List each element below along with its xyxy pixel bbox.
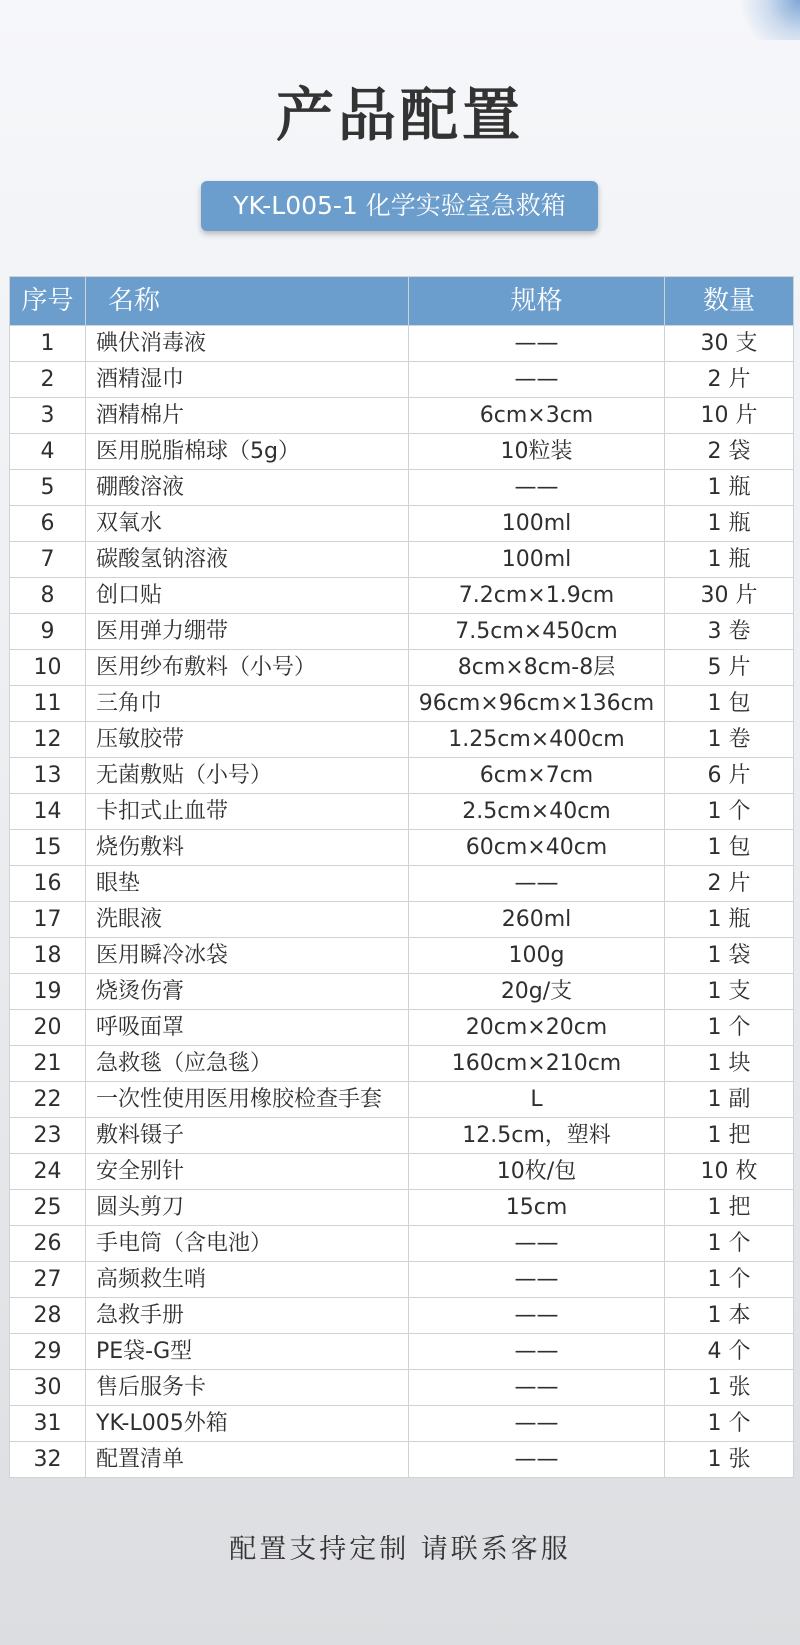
cell-no: 3 <box>10 398 86 434</box>
cell-spec: 15cm <box>409 1190 665 1226</box>
cell-spec: 6cm×3cm <box>409 398 665 434</box>
cell-no: 12 <box>10 722 86 758</box>
cell-qty: 1 瓶 <box>665 542 794 578</box>
cell-no: 19 <box>10 974 86 1010</box>
table-row <box>10 326 794 362</box>
cell-spec: —— <box>409 1334 665 1370</box>
cell-spec: 96cm×96cm×136cm <box>409 686 665 722</box>
cell-qty: 1 块 <box>665 1046 794 1082</box>
cell-no: 6 <box>10 506 86 542</box>
cell-qty: 2 袋 <box>665 434 794 470</box>
cell-qty: 30 支 <box>665 326 794 362</box>
cell-name: 圆头剪刀 <box>86 1190 409 1226</box>
cell-name: PE袋-G型 <box>86 1334 409 1370</box>
table-row <box>10 686 794 722</box>
cell-name: 眼垫 <box>86 866 409 902</box>
cell-spec: 10枚/包 <box>409 1154 665 1190</box>
cell-name: 高频救生哨 <box>86 1262 409 1298</box>
header-name: 名称 <box>86 277 409 326</box>
header-no: 序号 <box>10 277 86 326</box>
cell-no: 11 <box>10 686 86 722</box>
cell-no: 22 <box>10 1082 86 1118</box>
cell-no: 29 <box>10 1334 86 1370</box>
cell-spec: —— <box>409 362 665 398</box>
cell-name: 售后服务卡 <box>86 1370 409 1406</box>
cell-name: YK-L005外箱 <box>86 1406 409 1442</box>
cell-no: 28 <box>10 1298 86 1334</box>
cell-no: 8 <box>10 578 86 614</box>
cell-spec: 7.2cm×1.9cm <box>409 578 665 614</box>
cell-spec: —— <box>409 1442 665 1478</box>
cell-name: 医用瞬冷冰袋 <box>86 938 409 974</box>
table-row <box>10 1370 794 1406</box>
cell-spec: 20g/支 <box>409 974 665 1010</box>
cell-qty: 1 袋 <box>665 938 794 974</box>
table-row <box>10 1334 794 1370</box>
cell-qty: 1 瓶 <box>665 470 794 506</box>
cell-qty: 1 卷 <box>665 722 794 758</box>
header-spec: 规格 <box>409 277 665 326</box>
cell-no: 23 <box>10 1118 86 1154</box>
table-row <box>10 1298 794 1334</box>
table-row <box>10 794 794 830</box>
cell-name: 手电筒（含电池） <box>86 1226 409 1262</box>
cell-name: 双氧水 <box>86 506 409 542</box>
table-row <box>10 542 794 578</box>
table-row <box>10 1118 794 1154</box>
table-row <box>10 974 794 1010</box>
cell-no: 27 <box>10 1262 86 1298</box>
cell-qty: 1 把 <box>665 1118 794 1154</box>
cell-no: 25 <box>10 1190 86 1226</box>
cell-no: 4 <box>10 434 86 470</box>
table-row <box>10 830 794 866</box>
cell-qty: 1 瓶 <box>665 902 794 938</box>
header-qty: 数量 <box>665 277 794 326</box>
cell-spec: 10粒装 <box>409 434 665 470</box>
table-row <box>10 1262 794 1298</box>
cell-qty: 1 个 <box>665 1010 794 1046</box>
cell-no: 18 <box>10 938 86 974</box>
cell-no: 17 <box>10 902 86 938</box>
cell-name: 医用脱脂棉球（5g） <box>86 434 409 470</box>
table-body <box>10 326 794 1478</box>
table-row <box>10 506 794 542</box>
cell-qty: 1 个 <box>665 1406 794 1442</box>
cell-qty: 1 包 <box>665 830 794 866</box>
cell-qty: 30 片 <box>665 578 794 614</box>
cell-no: 14 <box>10 794 86 830</box>
cell-spec: 12.5cm，塑料 <box>409 1118 665 1154</box>
table-row <box>10 362 794 398</box>
cell-qty: 1 个 <box>665 794 794 830</box>
cell-spec: 8cm×8cm-8层 <box>409 650 665 686</box>
cell-qty: 1 张 <box>665 1370 794 1406</box>
cell-no: 21 <box>10 1046 86 1082</box>
cell-qty: 1 本 <box>665 1298 794 1334</box>
cell-name: 无菌敷贴（小号） <box>86 758 409 794</box>
cell-name: 洗眼液 <box>86 902 409 938</box>
cell-spec: 260ml <box>409 902 665 938</box>
cell-no: 31 <box>10 1406 86 1442</box>
cell-spec: 100ml <box>409 542 665 578</box>
cell-qty: 2 片 <box>665 866 794 902</box>
table-row <box>10 722 794 758</box>
table-row <box>10 1082 794 1118</box>
table-row <box>10 1442 794 1478</box>
cell-spec: —— <box>409 866 665 902</box>
table-header-row <box>10 277 794 326</box>
cell-name: 碘伏消毒液 <box>86 326 409 362</box>
cell-name: 呼吸面罩 <box>86 1010 409 1046</box>
cell-name: 酒精湿巾 <box>86 362 409 398</box>
cell-name: 酒精棉片 <box>86 398 409 434</box>
cell-spec: 6cm×7cm <box>409 758 665 794</box>
cell-no: 15 <box>10 830 86 866</box>
cell-qty: 10 片 <box>665 398 794 434</box>
table-row <box>10 758 794 794</box>
table-row <box>10 1190 794 1226</box>
page-title: 产品配置 <box>275 81 524 149</box>
cell-spec: —— <box>409 1226 665 1262</box>
cell-name: 烧伤敷料 <box>86 830 409 866</box>
cell-name: 医用弹力绷带 <box>86 614 409 650</box>
cell-qty: 1 个 <box>665 1262 794 1298</box>
cell-name: 急救毯（应急毯） <box>86 1046 409 1082</box>
cell-name: 一次性使用医用橡胶检查手套 <box>86 1082 409 1118</box>
cell-spec: —— <box>409 1298 665 1334</box>
cell-no: 20 <box>10 1010 86 1046</box>
cell-qty: 3 卷 <box>665 614 794 650</box>
cell-spec: 160cm×210cm <box>409 1046 665 1082</box>
cell-no: 2 <box>10 362 86 398</box>
cell-no: 10 <box>10 650 86 686</box>
model-badge: YK-L005-1 化学实验室急救箱 <box>201 181 598 231</box>
cell-qty: 1 副 <box>665 1082 794 1118</box>
cell-spec: 2.5cm×40cm <box>409 794 665 830</box>
cell-spec: 7.5cm×450cm <box>409 614 665 650</box>
cell-no: 9 <box>10 614 86 650</box>
cell-qty: 5 片 <box>665 650 794 686</box>
cell-spec: 20cm×20cm <box>409 1010 665 1046</box>
cell-qty: 1 张 <box>665 1442 794 1478</box>
cell-no: 24 <box>10 1154 86 1190</box>
cell-name: 医用纱布敷料（小号） <box>86 650 409 686</box>
table-row <box>10 470 794 506</box>
cell-spec: —— <box>409 1370 665 1406</box>
cell-no: 32 <box>10 1442 86 1478</box>
table-row <box>10 434 794 470</box>
footer-note: 配置支持定制 请联系客服 <box>229 1534 571 1565</box>
cell-no: 7 <box>10 542 86 578</box>
cell-qty: 4 个 <box>665 1334 794 1370</box>
cell-qty: 1 瓶 <box>665 506 794 542</box>
cell-no: 1 <box>10 326 86 362</box>
cell-qty: 1 包 <box>665 686 794 722</box>
cell-qty: 1 支 <box>665 974 794 1010</box>
table-row <box>10 1406 794 1442</box>
cell-name: 压敏胶带 <box>86 722 409 758</box>
table-row <box>10 1154 794 1190</box>
config-table <box>9 276 794 1478</box>
cell-name: 急救手册 <box>86 1298 409 1334</box>
cell-no: 26 <box>10 1226 86 1262</box>
cell-no: 5 <box>10 470 86 506</box>
table-row <box>10 938 794 974</box>
cell-spec: —— <box>409 326 665 362</box>
cell-name: 硼酸溶液 <box>86 470 409 506</box>
cell-spec: —— <box>409 470 665 506</box>
table-row <box>10 650 794 686</box>
cell-spec: 60cm×40cm <box>409 830 665 866</box>
cell-name: 安全别针 <box>86 1154 409 1190</box>
cell-name: 创口贴 <box>86 578 409 614</box>
table-row <box>10 1226 794 1262</box>
cell-qty: 2 片 <box>665 362 794 398</box>
corner-decoration <box>730 0 800 40</box>
cell-spec: —— <box>409 1406 665 1442</box>
cell-spec: 100ml <box>409 506 665 542</box>
cell-name: 烧烫伤膏 <box>86 974 409 1010</box>
cell-qty: 10 枚 <box>665 1154 794 1190</box>
cell-spec: 100g <box>409 938 665 974</box>
cell-spec: L <box>409 1082 665 1118</box>
cell-name: 三角巾 <box>86 686 409 722</box>
cell-qty: 6 片 <box>665 758 794 794</box>
cell-qty: 1 把 <box>665 1190 794 1226</box>
table-row <box>10 614 794 650</box>
cell-no: 16 <box>10 866 86 902</box>
cell-spec: 1.25cm×400cm <box>409 722 665 758</box>
cell-name: 碳酸氢钠溶液 <box>86 542 409 578</box>
table-row <box>10 866 794 902</box>
table-row <box>10 1010 794 1046</box>
table-row <box>10 578 794 614</box>
table-row <box>10 1046 794 1082</box>
cell-name: 卡扣式止血带 <box>86 794 409 830</box>
cell-name: 配置清单 <box>86 1442 409 1478</box>
cell-no: 13 <box>10 758 86 794</box>
cell-qty: 1 个 <box>665 1226 794 1262</box>
table-row <box>10 398 794 434</box>
cell-spec: —— <box>409 1262 665 1298</box>
cell-name: 敷料镊子 <box>86 1118 409 1154</box>
table-row <box>10 902 794 938</box>
cell-no: 30 <box>10 1370 86 1406</box>
